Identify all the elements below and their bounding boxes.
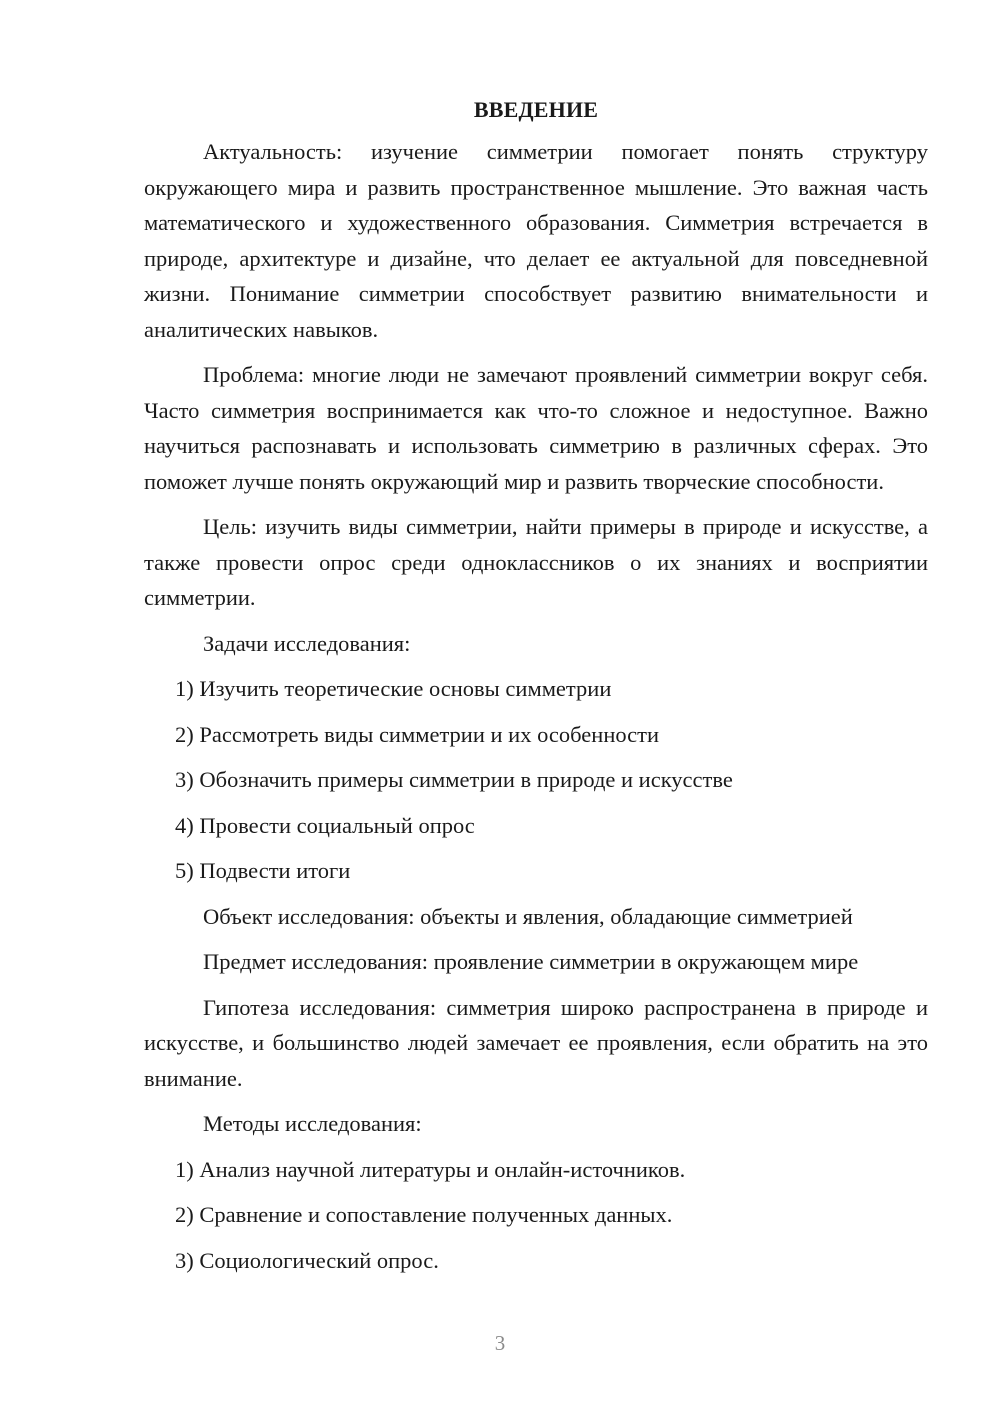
method-item: 1) Анализ научной литературы и онлайн-источников. xyxy=(175,1156,686,1182)
method-item: 3) Социологический опрос. xyxy=(175,1247,439,1273)
page-title: ВВЕДЕНИЕ xyxy=(473,97,599,122)
problem-paragraph: Проблема: многие люди не замечают проявлений симметрии вокруг себя. Часто симметрия воспринимается как что-то сложное и недоступное. Важно научиться распознавать и использовать симметрию в различных сферах. Это поможет лучше понять окружающий мир и развить творческие способности. xyxy=(144,362,928,494)
page-number: 3 xyxy=(494,1331,506,1355)
goal-paragraph: Цель: изучить виды симметрии, найти примеры в природе и искусстве, а также провести опрос среди одноклассников о их знаниях и восприятии симметрии. xyxy=(144,514,928,610)
task-item: 4) Провести социальный опрос xyxy=(175,812,475,838)
document-page xyxy=(144,92,928,1288)
relevance-paragraph: Актуальность: изучение симметрии помогает понять структуру окружающего мира и развить пространственное мышление. Это важная часть математического и художественного образования. Симметрия встречается в природе, архитектуре и дизайне, что делает ее актуальной для повседневной жизни. Понимание симметрии способствует развитию внимательности и аналитических навыков. xyxy=(144,139,928,342)
hypothesis-paragraph: Гипотеза исследования: симметрия широко распространена в природе и искусстве, и большинство людей замечает ее проявления, если обратить на это внимание. xyxy=(144,994,928,1091)
research-subject: Предмет исследования: проявление симметрии в окружающем мире xyxy=(203,949,859,974)
tasks-label: Задачи исследования: xyxy=(203,630,411,656)
method-item: 2) Сравнение и сопоставление полученных данных. xyxy=(175,1202,673,1227)
task-item: 1) Изучить теоретические основы симметрии xyxy=(175,676,612,701)
task-item: 3) Обозначить примеры симметрии в природе и искусстве xyxy=(175,767,733,792)
research-object: Объект исследования: объекты и явления, обладающие симметрией xyxy=(203,903,853,929)
task-item: 5) Подвести итоги xyxy=(175,858,351,883)
methods-label: Методы исследования: xyxy=(203,1111,422,1136)
task-item: 2) Рассмотреть виды симметрии и их особенности xyxy=(175,721,660,747)
